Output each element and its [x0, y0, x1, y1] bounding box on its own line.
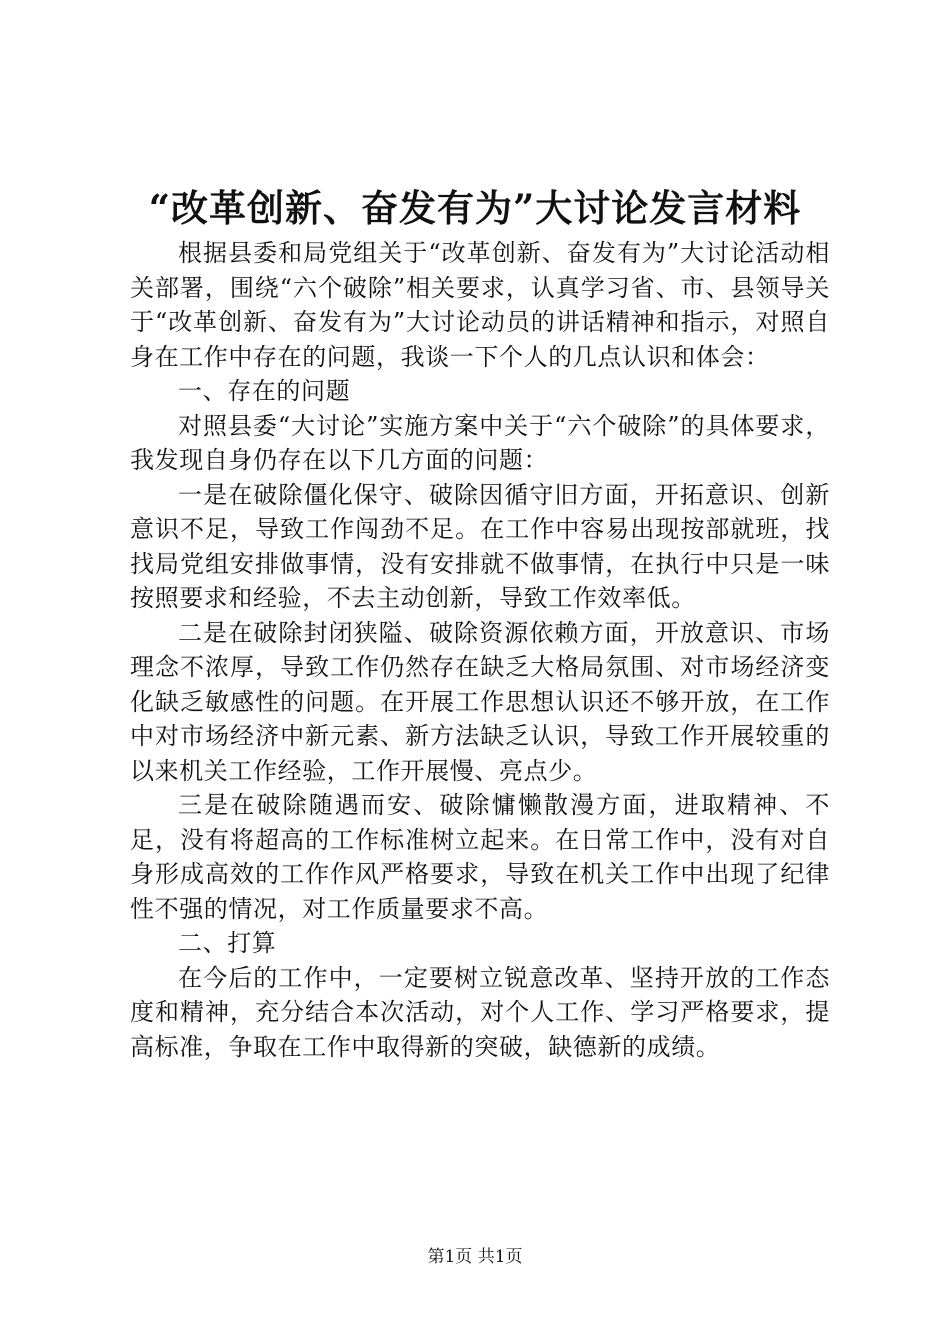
plans-paragraph: 在今后的工作中，一定要树立锐意改革、坚持开放的工作态度和精神，充分结合本次活动，对个人工作、学习严格要求，提高标准，争取在工作中取得新的突破，缺德新的成绩。 — [130, 963, 830, 1061]
intro-paragraph: 根据县委和局党组关于“改革创新、奋发有为”大讨论活动相关部署，围绕“六个破除”相关要求，认真学习省、市、县领导关于“改革创新、奋发有为”大讨论动员的讲话精神和指示，对照自身在工作中存在的问题，我谈一下个人的几点认识和体会： — [130, 239, 830, 371]
section-heading-plans: 二、打算 — [178, 929, 277, 957]
document-body — [130, 236, 830, 1064]
section-heading-problems: 一、存在的问题 — [178, 377, 351, 405]
problems-intro-paragraph: 对照县委“大讨论”实施方案中关于“六个破除”的具体要求，我发现自身仍存在以下几方面的问题： — [130, 411, 830, 474]
problem-one-paragraph: 一是在破除僵化保守、破除因循守旧方面，开拓意识、创新意识不足，导致工作闯劲不足。在工作中容易出现按部就班，找找局党组安排做事情，没有安排就不做事情，在执行中只是一味按照要求和经验，不去主动创新，导致工作效率低。 — [130, 480, 830, 612]
problem-two-paragraph: 二是在破除封闭狭隘、破除资源依赖方面，开放意识、市场理念不浓厚，导致工作仍然存在缺乏大格局氛围、对市场经济变化缺乏敏感性的问题。在开展工作思想认识还不够开放，在工作中对市场经济中新元素、新方法缺乏认识，导致工作开展较重的以来机关工作经验，工作开展慢、亮点少。 — [130, 618, 830, 785]
problem-three-paragraph: 三是在破除随遇而安、破除慵懒散漫方面，进取精神、不足，没有将超高的工作标准树立起来。在日常工作中，没有对自身形成高效的工作作风严格要求，导致在机关工作中出现了纪律性不强的情况，对工作质量要求不高。 — [130, 791, 830, 923]
page-footer: 第1页 共1页 — [427, 1247, 523, 1267]
document-title: “改革创新、奋发有为”大讨论发言材料 — [148, 186, 802, 230]
